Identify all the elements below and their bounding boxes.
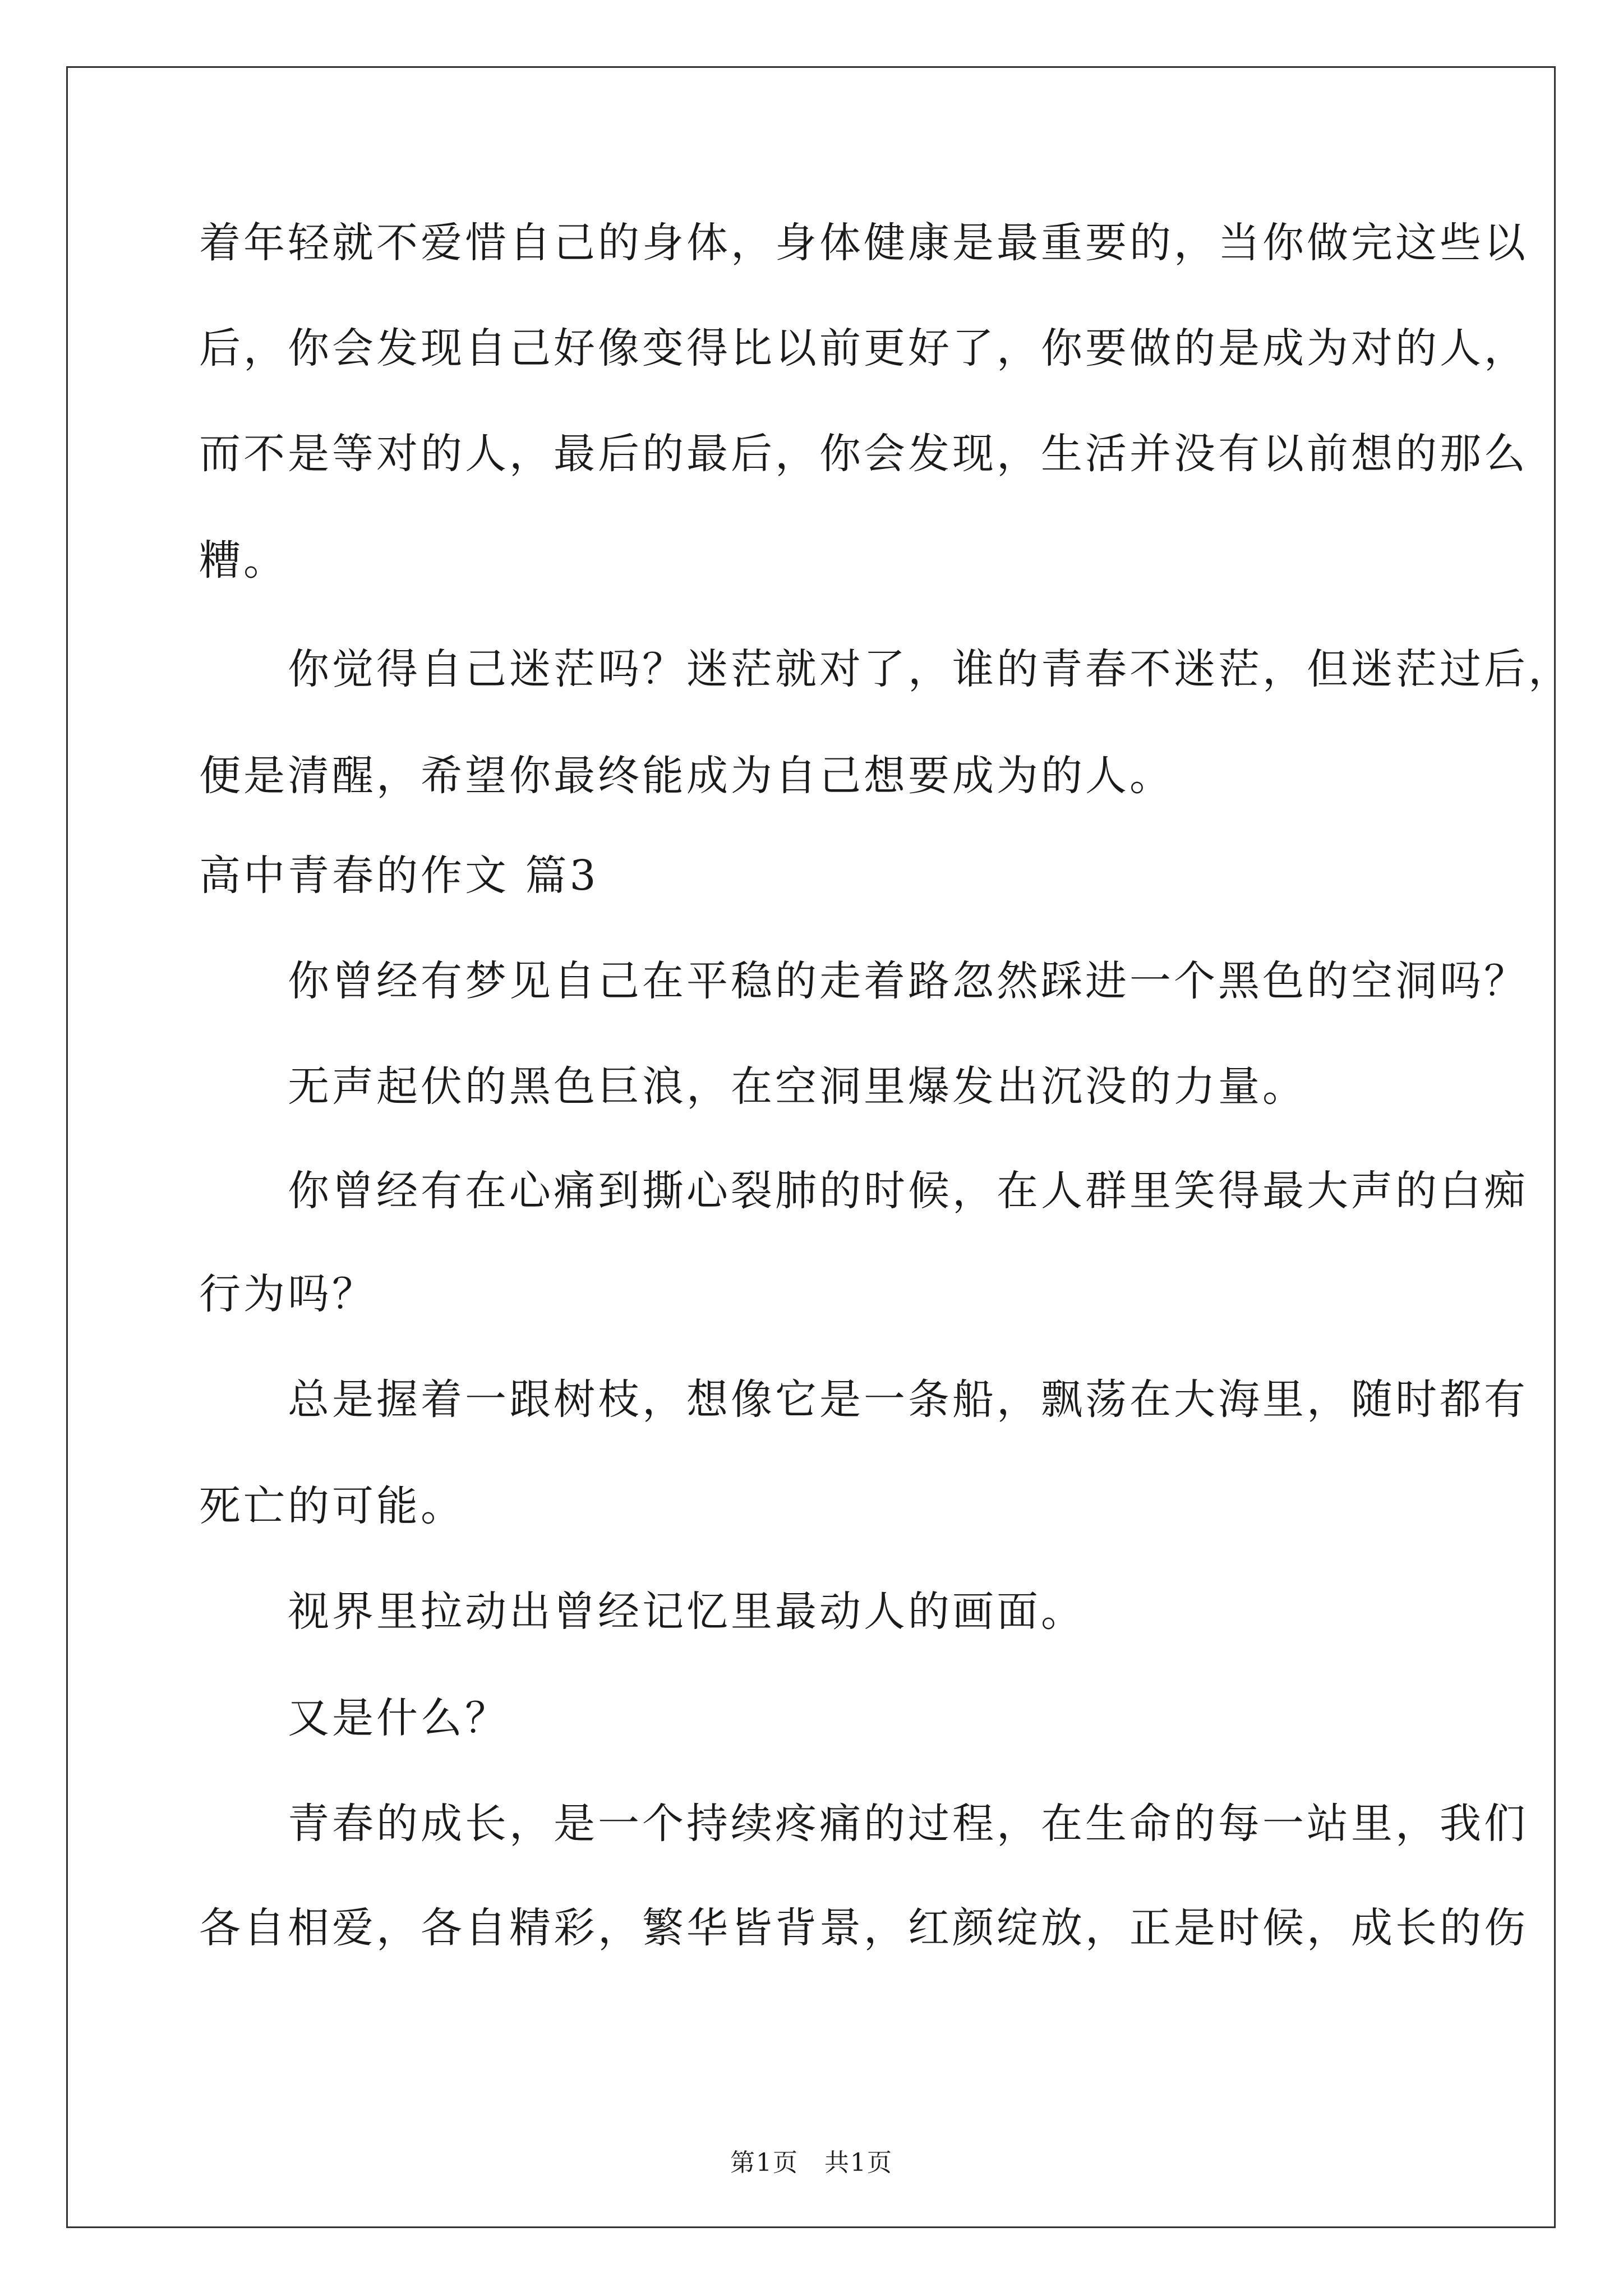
text-line: 行为吗？	[199, 1270, 376, 1318]
text-line: 便是清醒，希望你最终能成为自己想要成为的人。	[199, 752, 1174, 800]
text-line: 而不是等对的人，最后的最后，你会发现，生活并没有以前想的那么	[199, 430, 1528, 478]
section-heading: 高中青春的作文 篇3	[199, 852, 599, 900]
text-line: 你曾经有在心痛到撕心裂肺的时候，在人群里笑得最大声的白痴	[199, 1167, 1528, 1215]
text-line: 各自相爱，各自精彩，繁华皆背景，红颜绽放，正是时候，成长的伤	[199, 1904, 1528, 1952]
text-line: 又是什么？	[199, 1694, 509, 1742]
text-line: 青春的成长，是一个持续疼痛的过程，在生命的每一站里，我们	[199, 1800, 1528, 1848]
text-line: 糟。	[199, 536, 288, 585]
text-line: 着年轻就不爱惜自己的身体，身体健康是最重要的，当你做完这些以	[199, 219, 1528, 267]
text-line: 后，你会发现自己好像变得比以前更好了，你要做的是成为对的人，	[199, 324, 1528, 372]
text-line: 你曾经有梦见自己在平稳的走着路忽然踩进一个黑色的空洞吗？	[199, 957, 1528, 1005]
page-footer: 第1页 共1页	[730, 2148, 893, 2177]
text-line: 无声起伏的黑色巨浪，在空洞里爆发出沉没的力量。	[199, 1062, 1307, 1111]
text-line: 视界里拉动出曾经记忆里最动人的画面。	[199, 1588, 1085, 1636]
text-line: 死亡的可能。	[199, 1482, 465, 1530]
text-line: 你觉得自己迷茫吗？迷茫就对了，谁的青春不迷茫，但迷茫过后，	[199, 645, 1573, 693]
text-line: 总是握着一跟树枝，想像它是一条船，飘荡在大海里，随时都有	[199, 1375, 1528, 1424]
